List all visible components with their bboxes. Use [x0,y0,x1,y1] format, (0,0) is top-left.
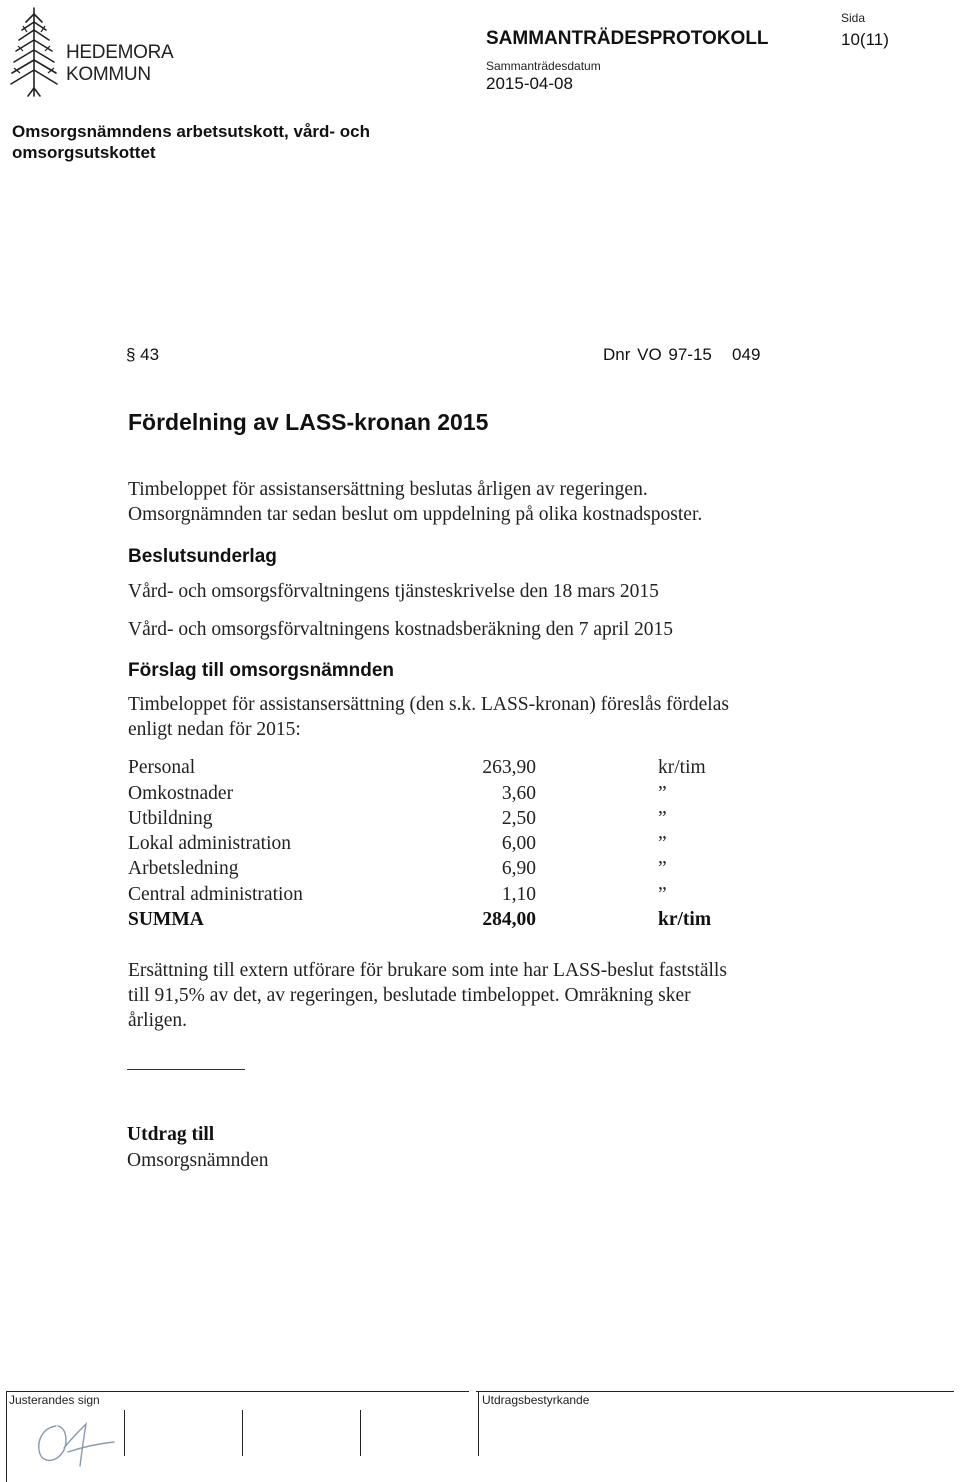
intro-line: Timbeloppet för assistansersättning beslutas årligen av regeringen. [128,479,648,500]
meeting-date-value: 2015-04-08 [486,74,573,93]
cost-row [128,755,748,780]
cost-label: Omkostnader [128,783,234,804]
cost-value: 6,90 [501,858,536,879]
compensation-line: Ersättning till extern utförare för brukare som inte har LASS-beslut fastställs [128,960,727,981]
cost-row [128,856,748,881]
committee-name-line2: omsorgsutskottet [12,143,156,162]
cost-unit: ” [658,833,667,854]
cost-label: Arbetsledning [128,858,239,879]
cost-value: 3,60 [501,783,536,804]
cost-row [128,882,748,907]
extract-certification-label: Utdragsbestyrkande [482,1393,590,1407]
compensation-line: till 91,5% av det, av regeringen, beslutade timbeloppet. Omräkning sker [128,985,691,1006]
cost-unit: ” [658,858,667,879]
compensation-line: årligen. [128,1010,188,1031]
extract-recipient: Omsorgsnämnden [127,1150,269,1171]
separator-line [127,1069,245,1070]
meeting-date-label: Sammanträdesdatum [486,59,601,73]
compensation-paragraph [128,958,828,1033]
committee-name-line1: Omsorgsnämndens arbetsutskott, vård- och [12,122,371,141]
cost-unit: ” [658,884,667,905]
proposal-heading: Förslag till omsorgsnämnden [128,660,395,681]
justerandes-sign-label: Justerandes sign [9,1393,100,1407]
intro-line: Omsorgnämnden tar sedan beslut om uppdelning på olika kostnadsposter. [128,504,703,525]
handwritten-signature [28,1408,123,1478]
spruce-tree-logo-icon [8,6,60,98]
cost-label: Utbildning [128,808,213,829]
cost-total-row [128,907,748,932]
cost-value: 263,90 [482,757,536,778]
cost-label: Lokal administration [128,833,292,854]
proposal-line: Timbeloppet för assistansersättning (den s.k. LASS-kronan) föreslås fördelas [128,694,729,715]
cost-unit: ” [658,783,667,804]
cost-label: Personal [128,757,196,778]
cost-value: 2,50 [501,808,536,829]
proposal-line: enligt nedan för 2015: [128,719,301,740]
diary-number: Dnr VO 97-15 049 [603,345,761,364]
cost-label: Central administration [128,884,303,905]
decision-basis-heading: Beslutsunderlag [128,546,277,567]
org-name-line2: KOMMUN [66,64,151,85]
footer-rule [6,1391,469,1392]
decision-basis-item: Vård- och omsorgsförvaltningens tjänsteskrivelse den 18 mars 2015 [128,581,659,602]
footer-divider [242,1410,243,1456]
page-number: 10(11) [841,30,889,49]
cost-unit: ” [658,808,667,829]
total-value: 284,00 [482,909,536,930]
proposal-paragraph [128,692,828,742]
paragraph-number: § 43 [126,345,160,364]
decision-basis-item: Vård- och omsorgsförvaltningens kostnadsberäkning den 7 april 2015 [128,619,673,640]
document-title: SAMMANTRÄDESPROTOKOLL [486,28,769,49]
page-label: Sida [841,11,866,25]
extract-to-heading: Utdrag till [127,1124,215,1145]
cost-value: 6,00 [501,833,536,854]
cost-row [128,806,748,831]
footer-divider [360,1410,361,1456]
org-name-line1: HEDEMORA [66,42,174,63]
footer-divider [478,1391,479,1456]
footer-divider [124,1410,125,1456]
intro-paragraph [128,477,828,527]
org-name [66,42,173,86]
footer-rule [476,1391,954,1392]
cost-value: 1,10 [501,884,536,905]
cost-row [128,781,748,806]
committee-name [12,121,370,163]
cost-unit: kr/tim [658,757,706,778]
total-label: SUMMA [128,909,204,930]
cost-row [128,831,748,856]
footer-divider [6,1391,7,1482]
total-unit: kr/tim [658,909,712,930]
item-heading: Fördelning av LASS-kronan 2015 [128,409,489,435]
